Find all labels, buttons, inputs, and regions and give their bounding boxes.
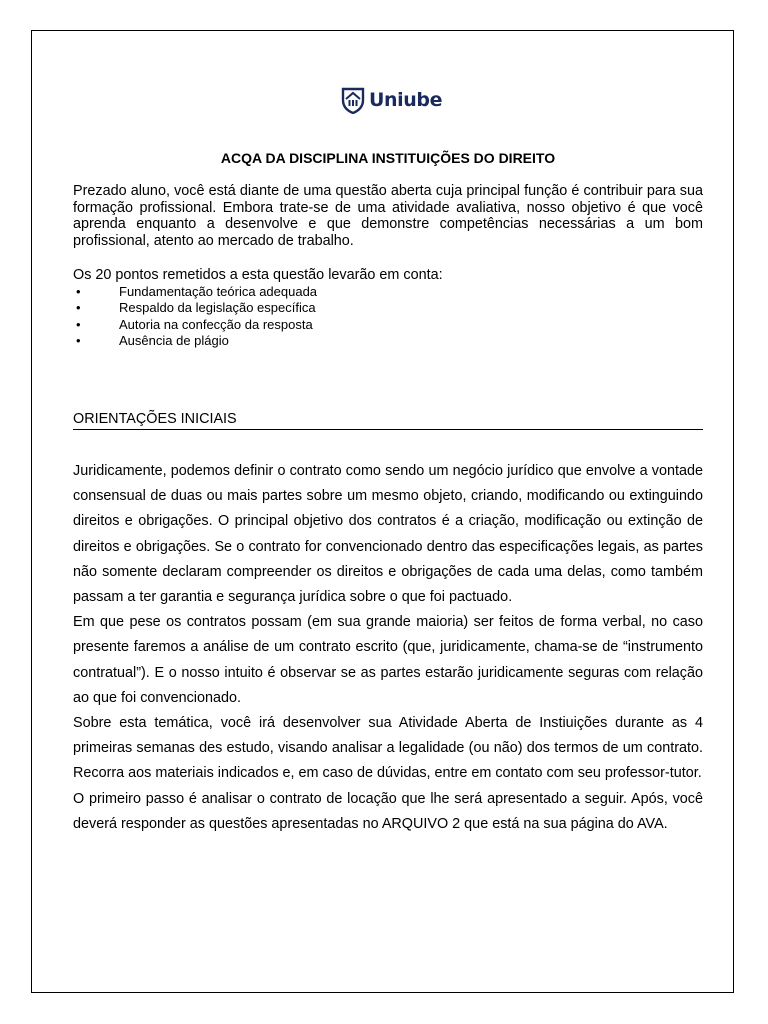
intro-paragraph: Prezado aluno, você está diante de uma questão aberta cuja principal função é contribuir para sua formação profissional. Embora trate-se de uma atividade avaliativa, nosso objetivo é que você aprenda enquanto a desenvolve e que demonstre competências necessárias a um bom profissional, atento ao mercado de trabalho. <box>73 183 703 250</box>
bullet: • <box>76 300 81 316</box>
bullet: • <box>76 316 81 332</box>
bullet: • <box>76 284 81 299</box>
list-item <box>73 300 703 316</box>
body-paragraph: Sobre esta temática, você irá desenvolver sua Atividade Aberta de Instiuições durante as 4 primeiras semanas des estudo, visando analisar a legalidade (ou não) dos termos de um contrato. Recorra aos materiais indicados e, em caso de dúvidas, entre em contato com seu professor-tutor. <box>73 715 703 782</box>
criteria-item-label: Respaldo da legislação específica <box>119 300 316 316</box>
bullet: • <box>76 333 81 349</box>
uniube-logo <box>341 84 442 116</box>
criteria-list <box>73 284 703 350</box>
criteria-item-label: Autoria na confecção da resposta <box>119 316 313 332</box>
body-paragraph: O primeiro passo é analisar o contrato de locação que lhe será apresentado a seguir. Após, você deverá responder as questões apresentadas no ARQUIVO 2 que está na sua página do AVA. <box>73 790 703 832</box>
university-building-icon <box>341 86 365 114</box>
document-title: ACQA DA DISCIPLINA INSTITUIÇÕES DO DIREITO <box>220 150 556 166</box>
criteria-item-label: Fundamentação teórica adequada <box>119 284 318 299</box>
criteria-lead: Os 20 pontos remetidos a esta questão levarão em conta: <box>73 267 443 283</box>
body-paragraph: Em que pese os contratos possam (em sua grande maioria) ser feitos de forma verbal, no caso presente faremos a análise de um contrato escrito (que, juridicamente, chama-se de “instrumento contratual”). E o nosso intuito é observar se as partes estarão juridicamente seguras com relação ao que foi convencionado. <box>73 614 703 706</box>
section-body <box>73 459 703 837</box>
list-item <box>73 284 703 300</box>
logo-wordmark: Uniube <box>369 89 443 111</box>
list-item <box>73 333 703 349</box>
list-item <box>73 317 703 333</box>
section-heading: ORIENTAÇÕES INICIAIS <box>73 410 703 430</box>
criteria-item-label: Ausência de plágio <box>119 333 229 349</box>
body-paragraph: Juridicamente, podemos definir o contrato como sendo um negócio jurídico que envolve a vontade consensual de duas ou mais partes sobre um mesmo objeto, criando, modificando ou extinguindo direitos e obrigações. O principal objetivo dos contratos é a criação, modificação ou extinção de direitos e obrigações. Se o contrato for convencionado dentro das especificações legais, as partes não somente declaram compreender os direitos e obrigações de cada uma delas, como também passam a ter garantia e segurança jurídica sobre o que foi pactuado. <box>73 463 703 606</box>
